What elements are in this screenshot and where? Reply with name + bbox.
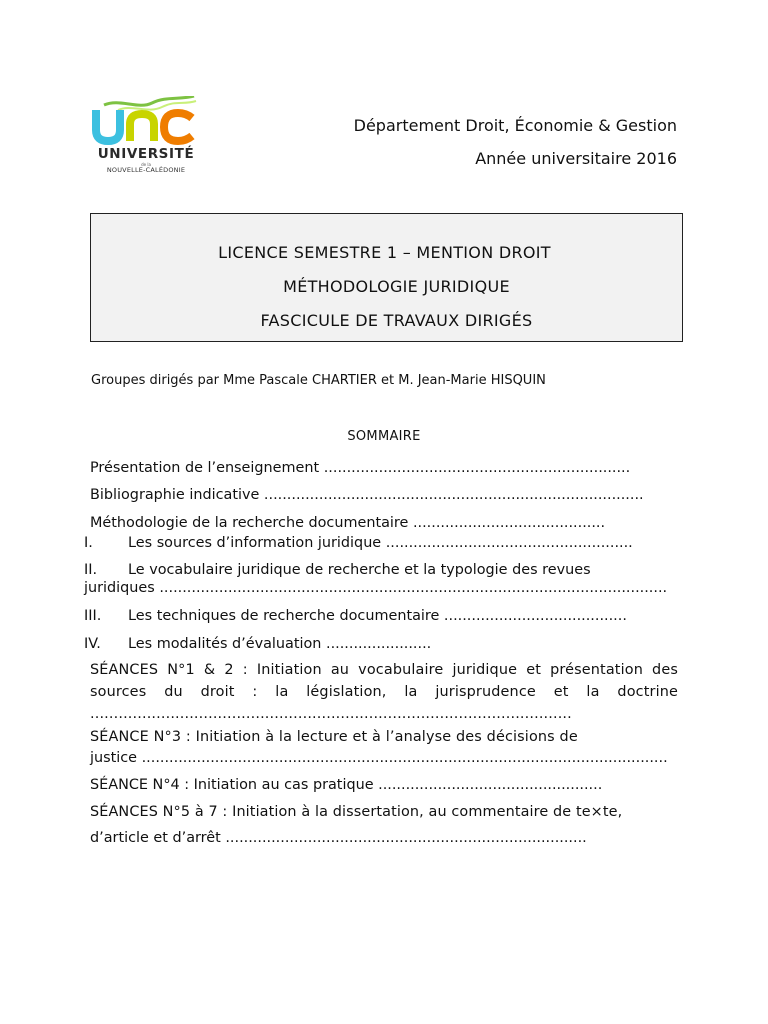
title-line-methodologie: MÉTHODOLOGIE JURIDIQUE <box>283 277 510 296</box>
title-line-fascicule: FASCICULE DE TRAVAUX DIRIGÉS <box>260 311 533 330</box>
toc-seances-1-2-text: SÉANCES N°1 & 2 : Initiation au vocabulaire juridique et présentation des sources du droit : la législation, la jurisprudence et la doctrine <box>90 662 678 700</box>
logo-university-word: UNIVERSITÉ <box>97 146 195 162</box>
title-line-licence: LICENCE SEMESTRE 1 – MENTION DROIT <box>218 243 551 262</box>
toc-seances-1-2-dots: ...................................................................................................... <box>90 706 572 722</box>
academic-year: Année universitaire 2016 <box>475 149 677 168</box>
toc-seance-3-continuation: justice ................................................................................................................... <box>90 750 668 766</box>
toc-item-1-text: Les sources d’information juridique ...................................................... <box>128 535 633 551</box>
university-logo <box>90 96 202 180</box>
toc-seances-5-7-text: SÉANCES N°5 à 7 : Initiation à la dissertation, au commentaire de te×te, <box>90 804 623 820</box>
toc-presentation: Présentation de l’enseignement ................................................................... <box>90 460 631 476</box>
logo-place-name: NOUVELLE-CALÉDONIE <box>106 166 186 174</box>
toc-item-2-text: Le vocabulaire juridique de recherche et la typologie des revues <box>128 562 591 578</box>
logo-de-la: de la <box>141 162 151 167</box>
title-box <box>90 213 683 342</box>
toc-methodologie: Méthodologie de la recherche documentaire .......................................... <box>90 515 606 531</box>
toc-seance-4: SÉANCE N°4 : Initiation au cas pratique ................................................. <box>90 777 603 793</box>
toc-item-4-text: Les modalités d’évaluation ....................... <box>128 636 432 652</box>
unc-logo-mark <box>90 96 202 148</box>
toc-seances-1-2 <box>90 659 678 725</box>
toc-seances-5-7-continuation: d’article et d’arrêt ............................................................................... <box>90 830 587 846</box>
toc-bibliographie: Bibliographie indicative ................................................................................... <box>90 487 644 503</box>
department-name: Département Droit, Économie & Gestion <box>353 116 677 135</box>
toc-item-4-number: IV. <box>84 636 101 652</box>
toc-item-2-continuation: juridiques ............................................................................................................... <box>84 580 668 596</box>
groups-directed-by: Groupes dirigés par Mme Pascale CHARTIER et M. Jean-Marie HISQUIN <box>91 373 546 388</box>
sommaire-heading: SOMMAIRE <box>347 429 421 444</box>
toc-seance-3-text: SÉANCE N°3 : Initiation à la lecture et à l’analyse des décisions de <box>90 729 578 745</box>
toc-item-1-number: I. <box>84 535 93 551</box>
toc-item-2-number: II. <box>84 562 98 578</box>
toc-item-3-text: Les techniques de recherche documentaire ........................................ <box>128 608 627 624</box>
toc-item-3-number: III. <box>84 608 102 624</box>
